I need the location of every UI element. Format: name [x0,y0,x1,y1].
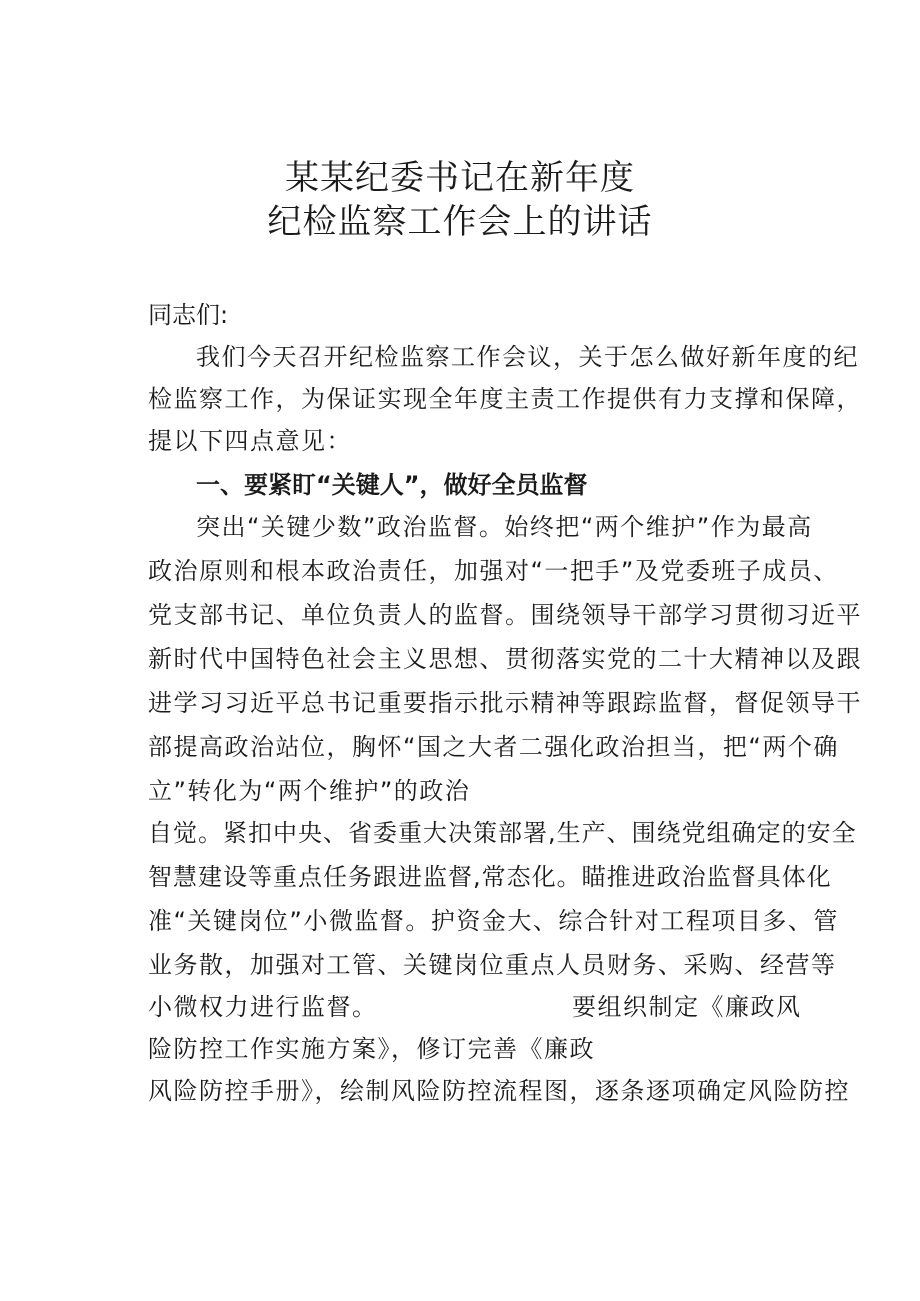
intro-line-2: 检监察工作，为保证实现全年度主责工作提供有力支撑和保障， [148,385,862,413]
para1-line-2: 政治原则和根本政治责任，加强对“一把手”及党委班子成员、 [148,557,839,585]
para1-line-6: 部提高政治站位，胸怀“国之大者二强化政治担当，把“两个确 [148,733,839,761]
salutation: 同志们: [148,301,229,329]
para3-line-1-right: 要组织制定《廉政风 [572,993,802,1021]
intro-line-1: 我们今天召开纪检监察工作会议，关于怎么做好新年度的纪 [196,343,859,371]
section-heading-1: 一、要紧盯“关键人”，做好全员监督 [196,471,588,499]
para2-line-3: 准“关键岗位”小微监督。护资金大、综合针对工程项目多、管 [148,907,839,935]
para1-line-1: 突出“关键少数”政治监督。始终把“两个维护”作为最高 [196,513,813,541]
para3-line-1-left: 小微权力进行监督。 [148,993,378,1021]
para1-line-4: 新时代中国特色社会主义思想、贯彻落实党的二十大精神以及跟 [148,645,862,673]
para1-line-7: 立”转化为“两个维护”的政治 [148,777,471,805]
para2-line-4: 业务散，加强对工管、关键岗位重点人员财务、采购、经营等 [148,951,837,979]
para1-line-5: 进学习习近平总书记重要指示批示精神等跟踪监督，督促领导干 [148,689,862,717]
para1-line-3: 党支部书记、单位负责人的监督。围绕领导干部学习贯彻习近平 [148,601,862,629]
para3-line-2: 险防控工作实施方案》，修订完善《廉政 [148,1035,595,1063]
para3-line-3: 风险防控手册》，绘制风险防控流程图，逐条逐项确定风险防控 [148,1077,850,1105]
para2-line-1: 自觉。紧扣中央、省委重大决策部署,生产、围绕党组确定的安全 [148,819,857,847]
document-title-line-2: 纪检监察工作会上的讲话 [267,202,653,242]
document-title-line-1: 某某纪委书记在新年度 [285,158,635,198]
para2-line-2: 智慧建设等重点任务跟进监督,常态化。瞄推进政治监督具体化 [148,863,832,891]
intro-line-3: 提以下四点意见： [148,427,352,455]
